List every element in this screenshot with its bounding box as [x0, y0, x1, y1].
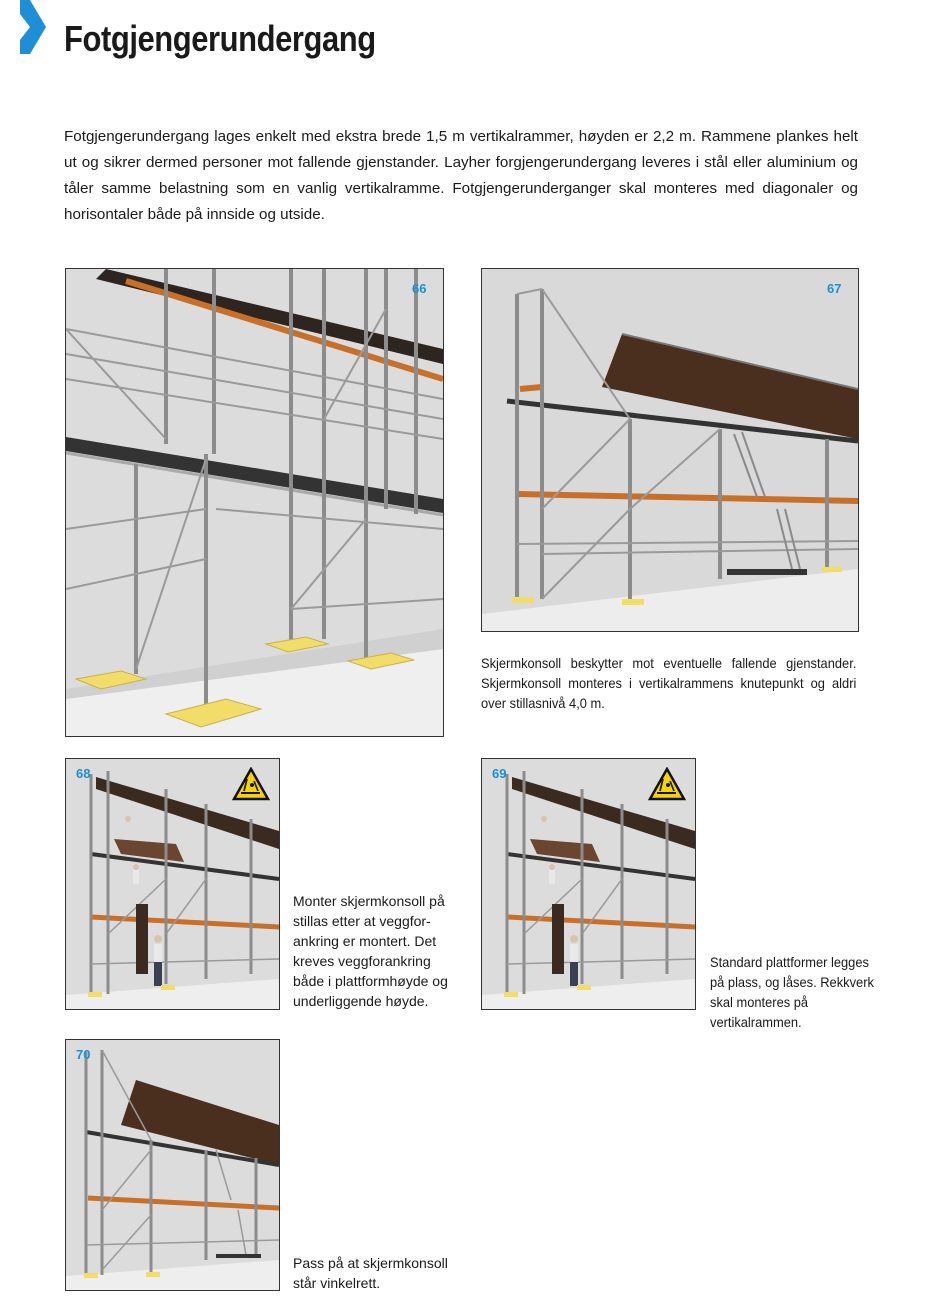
figure-70-image: [65, 1039, 280, 1291]
warning-falling-object-icon: [648, 767, 686, 801]
figure-70-number: 70: [76, 1047, 91, 1062]
figure-66-image: [65, 268, 444, 737]
figure-67-number: 67: [827, 281, 842, 296]
page-title: Fotgjengerundergang: [64, 18, 376, 59]
figure-67-caption: Skjermkonsoll beskytter mot eventuelle fallende gjenstander. Skjermkonsoll monteres i vertikalrammens knutepunkt og aldri over stillasnivå 4,0 m.: [481, 655, 857, 711]
figure-69-number: 69: [492, 766, 507, 781]
figure-70-caption: Pass på at skjermkonsoll står vinkelrett.: [293, 1255, 448, 1291]
figure-68-number: 68: [76, 766, 91, 781]
figure-69-caption: Standard plattformer legges på plass, og låses. Rekkverk skal monteres på vertikalrammen.: [710, 954, 874, 1030]
figure-67-image: [481, 268, 859, 632]
figure-66-number: 66: [412, 281, 427, 296]
warning-falling-object-icon: [232, 767, 270, 801]
intro-paragraph: Fotgjengerundergang lages enkelt med ekstra brede 1,5 m vertikalrammer, høyden er 2,2 m. Rammene plankes helt ut og sikrer dermed personer mot fallende gjenstander. Layher forgjengerundergang leveres i stål eller aluminium og tåler samme belastning som en vanlig vertikalramme. Fotgjengerunderganger skal monteres med diagonaler og horisontaler både på innside og utside.: [64, 128, 858, 223]
corner-arrow-icon: [20, 0, 46, 54]
figure-68-caption: Monter skjermkonsoll på stillas etter at veggfor-ankring er montert. Det kreves veggforankring både i plattformhøyde og underliggende høyde.: [293, 893, 448, 1009]
